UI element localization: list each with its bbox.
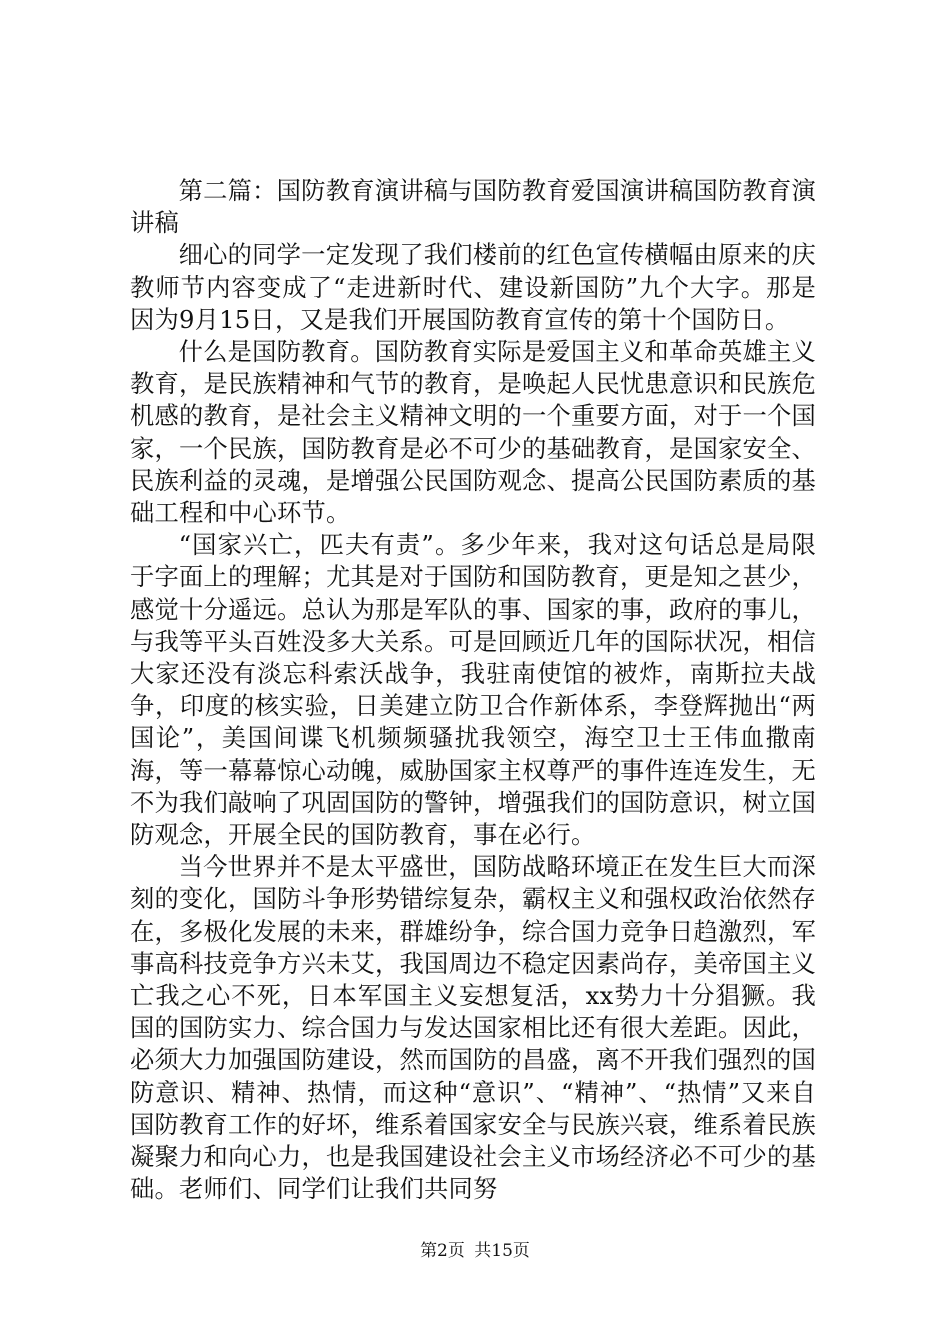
document-body [130,175,816,1206]
page-number-total: 共15页 [474,1241,530,1261]
page-number-current: 第2页 [420,1241,465,1261]
paragraph: “国家兴亡，匹夫有责”。多少年来，我对这句话总是局限于字面上的理解；尤其是对于国防和国防教育，更是知之甚少，感觉十分遥远。总认为那是军队的事、国家的事，政府的事儿，与我等平头百姓没多大关系。可是回顾近几年的国际状况，相信大家还没有淡忘科索沃战争，我驻南使馆的被炸，南斯拉夫战争，印度的核实验，日美建立防卫合作新体系，李登辉抛出“两国论”，美国间谍飞机频频骚扰我领空，海空卫士王伟血撒南海，等一幕幕惊心动魄，威胁国家主权尊严的事件连连发生，无不为我们敲响了巩固国防的警钟，增强我们的国防意识，树立国防观念，开展全民的国防教育，事在必行。 [130,530,816,850]
paragraph: 细心的同学一定发现了我们楼前的红色宣传横幅由原来的庆教师节内容变成了“走进新时代、建设新国防”九个大字。那是因为9月15日，又是我们开展国防教育宣传的第十个国防日。 [130,240,816,334]
paragraph-title: 第二篇：国防教育演讲稿与国防教育爱国演讲稿国防教育演讲稿 [130,176,816,238]
paragraph: 什么是国防教育。国防教育实际是爱国主义和革命英雄主义教育，是民族精神和气节的教育，是唤起人民忧患意识和民族危机感的教育，是社会主义精神文明的一个重要方面，对于一个国家，一个民族，国防教育是必不可少的基础教育，是国家安全、民族利益的灵魂，是增强公民国防观念、提高公民国防素质的基础工程和中心环节。 [130,337,816,528]
paragraph: 当今世界并不是太平盛世，国防战略环境正在发生巨大而深刻的变化，国防斗争形势错综复杂，霸权主义和强权政治依然存在，多极化发展的未来，群雄纷争，综合国力竞争日趋激烈，军事高科技竞争方兴未艾，我国周边不稳定因素尚存，美帝国主义亡我之心不死，日本军国主义妄想复活，xx势力十分猖獗。我国的国防实力、综合国力与发达国家相比还有很大差距。因此，必须大力加强国防建设，然而国防的昌盛，离不开我们强烈的国防意识、精神、热情，而这种“意识”、“精神”、“热情”又来自国防教育工作的好坏，维系着国家安全与民族兴衰，维系着民族凝聚力和向心力，也是我国建设社会主义市场经济必不可少的基础。老师们、同学们让我们共同努 [130,852,816,1204]
page-footer [0,1240,950,1262]
